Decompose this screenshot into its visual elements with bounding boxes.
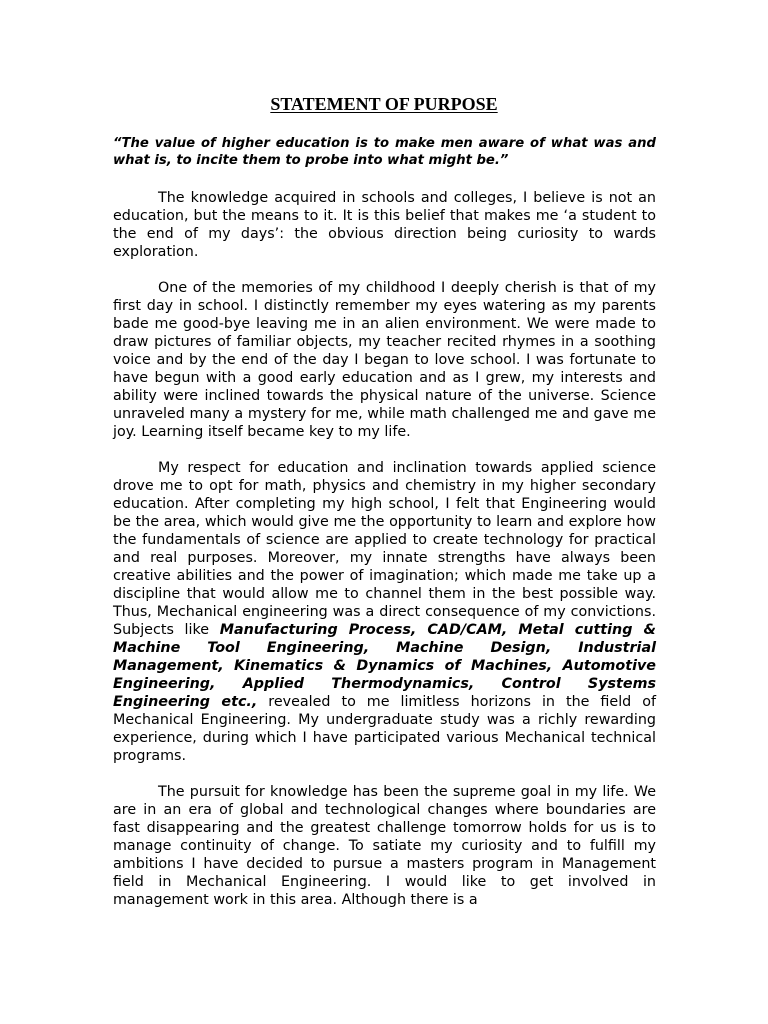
paragraph-3-outro: revealed to me limitless horizons in the field of Mechanical Engineering. My undergraduate study was a richly rewarding experience, during which I have participated various Mechanical technical programs. (113, 694, 657, 764)
document-body (113, 135, 656, 927)
page-title: STATEMENT OF PURPOSE (270, 94, 498, 114)
opening-quote: “The value of higher education is to make men aware of what was and what is, to incite them to probe into what might be.” (113, 136, 656, 168)
paragraph-3 (113, 459, 656, 765)
paragraph-4: The pursuit for knowledge has been the supreme goal in my life. We are in an era of global and technological changes where boundaries are fast disappearing and the greatest challenge tomorrow holds for us is to manage continuity of change. To satiate my curiosity and to fulfill my ambitions I have decided to pursue a masters program in Management field in Mechanical Engineering. I would like to get involved in management work in this area. Although there is a (113, 784, 656, 908)
paragraph-2: One of the memories of my childhood I deeply cherish is that of my first day in school. I distinctly remember my eyes watering as my parents bade me good-bye leaving me in an alien environment. We were made to draw pictures of familiar objects, my teacher recited rhymes in a soothing voice and by the end of the day I began to love school. I was fortunate to have begun with a good early education and as I grew, my interests and ability were inclined towards the physical nature of the universe. Science unraveled many a mystery for me, while math challenged me and gave me joy. Learning itself became key to my life. (113, 280, 656, 440)
paragraph-1: The knowledge acquired in schools and colleges, I believe is not an education, but the means to it. It is this belief that makes me ‘a student to the end of my days’: the obvious direction being curiosity to wards exploration. (113, 190, 656, 260)
paragraph-3-intro: My respect for education and inclination towards applied science drove me to opt for math, physics and chemistry in my higher secondary education. After completing my high school, I felt that Engineering would be the area, which would give me the opportunity to learn and explore how the fundamentals of science are applied to create technology for practical and real purposes. Moreover, my innate strengths have always been creative abilities and the power of imagination; which made me take up a discipline that would allow me to channel them in the best possible way. Thus, Mechanical engineering was a direct consequence of my convictions. Subjects like (113, 460, 656, 638)
subjects-list: Manufacturing Process, CAD/CAM, Metal cutting & Machine Tool Engineering, Machine Design, Industrial Management, Kinematics & Dynamics of Machines, Automotive Engineering, Applied Thermodynamics, Control Systems Engineering etc., (113, 622, 657, 710)
